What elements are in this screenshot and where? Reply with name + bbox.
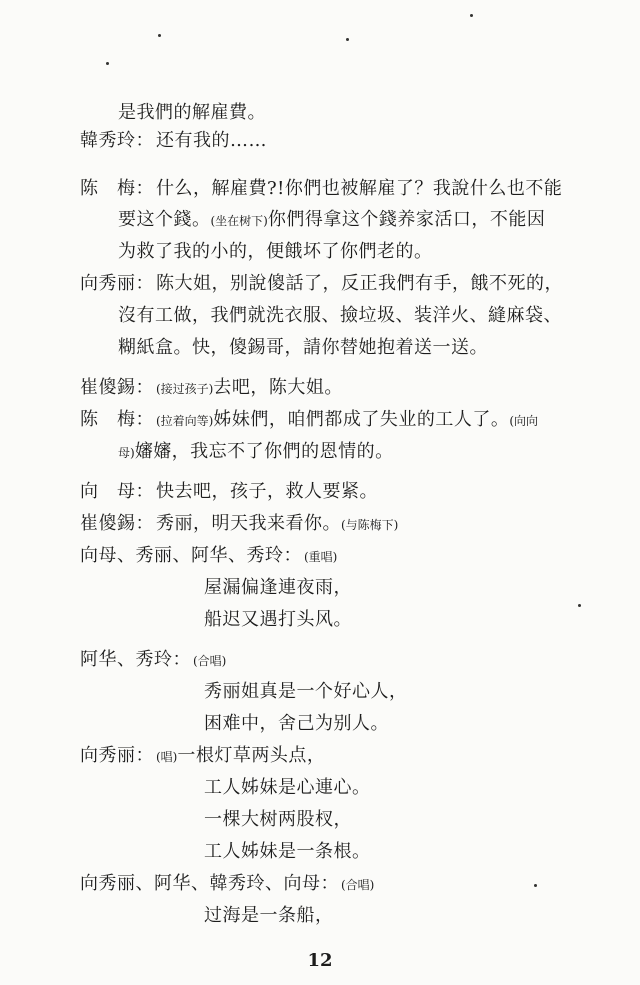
line-text: 什么，解雇費?!你們也被解雇了？我說什么也不能 <box>156 178 563 199</box>
line-text: 一棵大树两股杈， <box>204 809 352 830</box>
line-text: 陈大姐，别說傻話了，反正我們有手，餓不死的， <box>156 273 563 294</box>
dialogue-line <box>80 871 374 898</box>
stage-direction: (唱) <box>156 750 178 764</box>
dialogue-line <box>80 176 562 202</box>
line-text: 嬸嬸，我忘不了你們的恩情的。 <box>134 441 394 462</box>
verse-line <box>204 607 352 633</box>
dialogue-line <box>80 543 337 570</box>
verse-line <box>204 903 334 929</box>
page-number: 12 <box>307 950 333 971</box>
dialogue-line <box>80 407 538 434</box>
verse-line <box>204 711 389 737</box>
stage-direction: (合唱) <box>193 654 227 668</box>
line-text: 你們得拿这个錢养家活口，不能因 <box>267 209 546 230</box>
speaker-name: 向秀丽、阿华、韓秀玲、向母： <box>80 873 339 894</box>
continuation-line <box>118 239 433 265</box>
dialogue-line <box>80 375 343 402</box>
stage-direction: (与陈梅下) <box>341 518 399 532</box>
line-text: 秀丽姐真是一个好心人， <box>204 681 408 702</box>
stage-direction: (接过孩子) <box>156 382 214 396</box>
stage-direction: (向向 <box>509 414 539 428</box>
verse-line <box>204 807 352 833</box>
stage-direction: 母) <box>118 446 135 460</box>
speaker-name: 向 母： <box>80 481 154 502</box>
verse-line <box>204 679 408 705</box>
speaker-name: 崔傻錫： <box>80 377 154 398</box>
line-text: 工人姊妹是一条根。 <box>204 841 371 862</box>
line-text: 沒有工做，我們就洗衣服、撿垃圾、装洋火、縫麻袋、 <box>118 305 562 326</box>
line-text: 要这个錢。 <box>118 209 211 230</box>
line-text: 困难中，舍己为别人。 <box>204 713 389 734</box>
speaker-name: 向秀丽： <box>80 273 154 294</box>
verse-line <box>204 775 371 801</box>
continuation-line <box>118 100 266 126</box>
line-text: 去吧，陈大姐。 <box>213 377 343 398</box>
speaker-name: 向母、秀丽、阿华、秀玲： <box>80 545 302 566</box>
speaker-name: 陈 梅： <box>80 409 154 430</box>
continuation-line <box>118 303 562 329</box>
dialogue-line <box>80 743 325 770</box>
line-text: 秀丽，明天我来看你。 <box>156 513 341 534</box>
line-text: 是我們的解雇費。 <box>118 102 266 123</box>
line-text: 过海是一条船， <box>204 905 334 926</box>
dialogue-line <box>80 511 398 538</box>
line-text: 工人姊妹是心連心。 <box>204 777 371 798</box>
continuation-line <box>118 207 545 234</box>
verse-line <box>204 839 371 865</box>
dialogue-line <box>80 479 378 505</box>
line-text: 船迟又遇打头风。 <box>204 609 352 630</box>
stage-direction: (合唱) <box>341 878 375 892</box>
line-text: 糊紙盒。快，傻錫哥，請你替她抱着送一送。 <box>118 337 488 358</box>
stage-direction: (拉着向等) <box>156 414 214 428</box>
speaker-name: 陈 梅： <box>80 178 154 199</box>
stage-direction: (重唱) <box>304 550 338 564</box>
continuation-line <box>118 439 394 466</box>
line-text: 快去吧，孩子，救人要紧。 <box>156 481 378 502</box>
verse-line <box>204 575 352 601</box>
line-text: 为救了我的小的，便餓坏了你們老的。 <box>118 241 433 262</box>
dialogue-line <box>80 647 226 674</box>
line-text: 姊妹們，咱們都成了失业的工人了。 <box>213 409 510 430</box>
line-text: 屋漏偏逢連夜雨， <box>204 577 352 598</box>
dialogue-line <box>80 128 267 154</box>
speaker-name: 崔傻錫： <box>80 513 154 534</box>
speaker-name: 韓秀玲： <box>80 130 154 151</box>
speaker-name: 向秀丽： <box>80 745 154 766</box>
speaker-name: 阿华、秀玲： <box>80 649 191 670</box>
line-text: 一根灯草两头点， <box>177 745 326 766</box>
stage-direction: (坐在树下) <box>210 214 268 228</box>
dialogue-line <box>80 271 563 297</box>
line-text: 还有我的…… <box>156 130 267 151</box>
continuation-line <box>118 335 488 361</box>
